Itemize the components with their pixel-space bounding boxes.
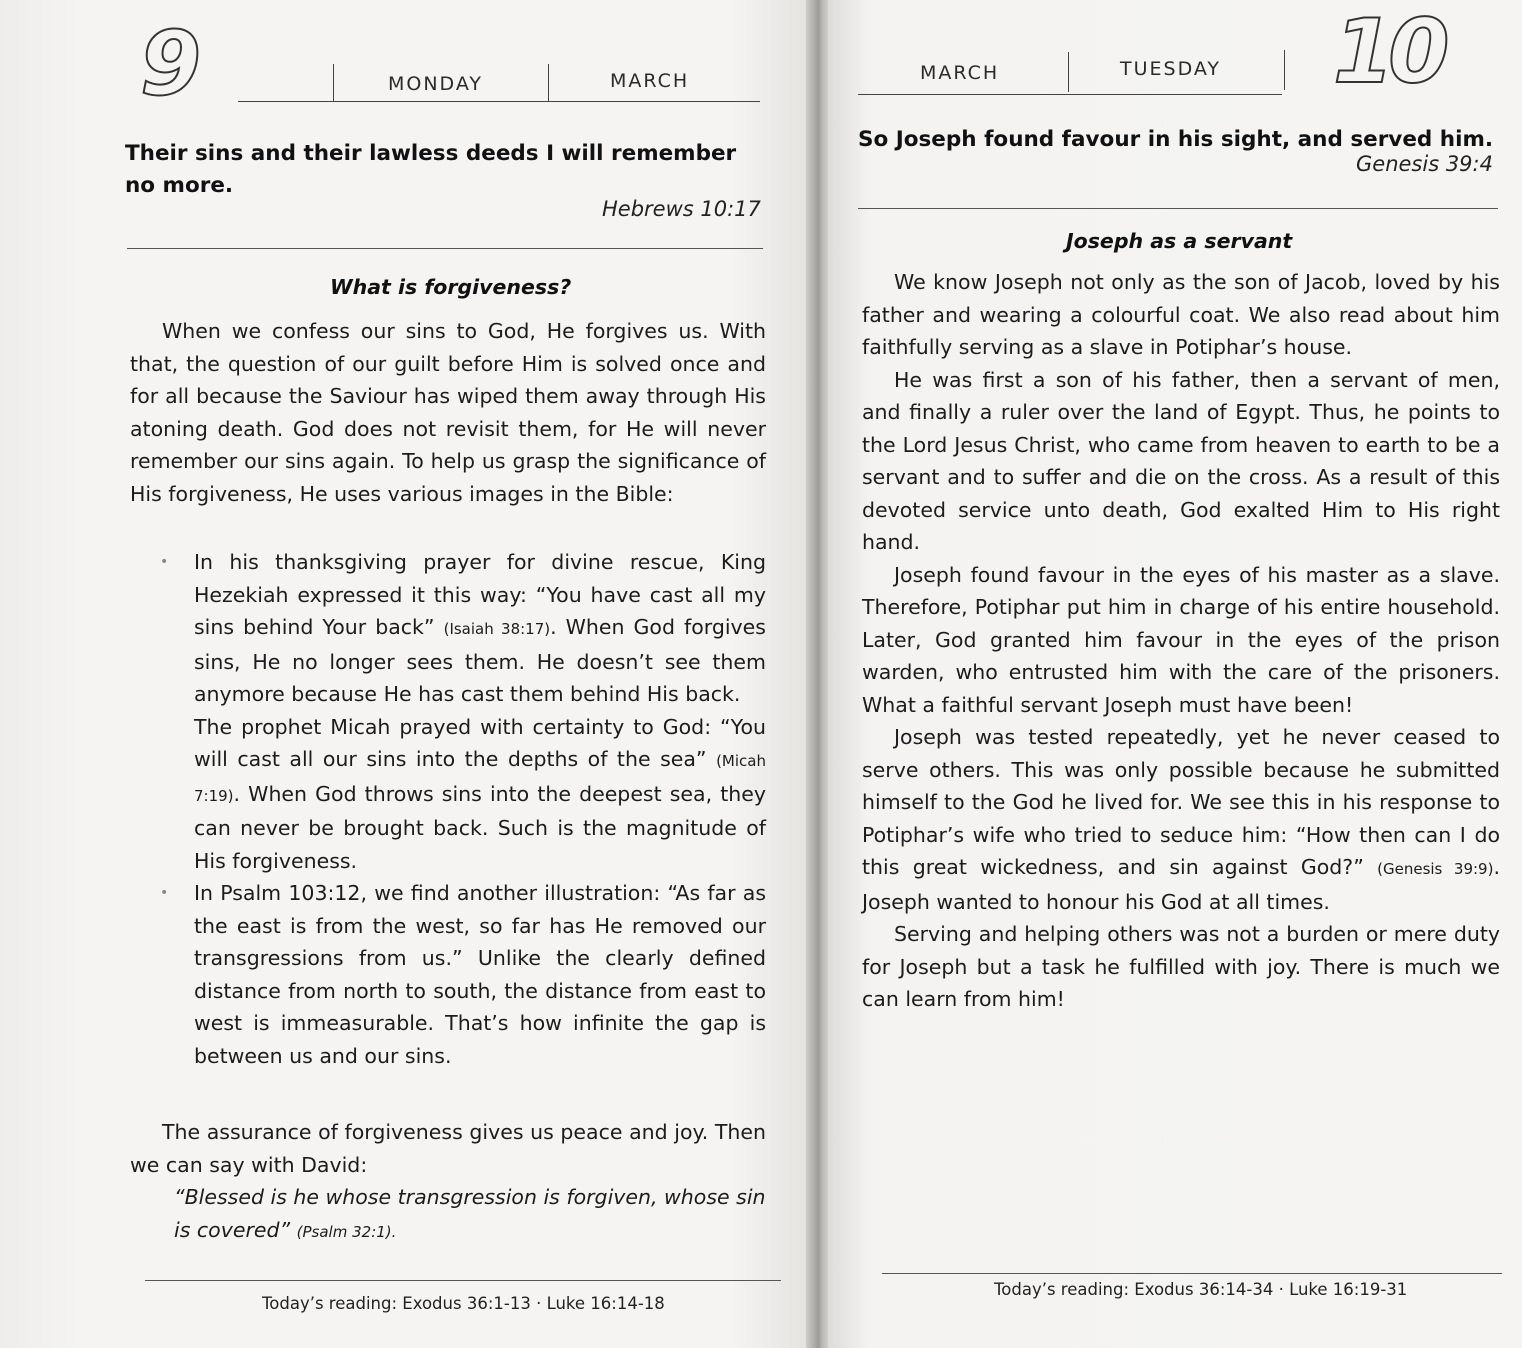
header-line (858, 94, 1282, 95)
devotion-body (862, 266, 1500, 1016)
header-divider (1068, 52, 1069, 92)
header-divider (333, 64, 334, 102)
list-item: • In his thanksgiving prayer for divine rescue, King Hezekiah expressed it this way: “You have cast all my sins behind Your back” (Isaiah 38:17). When God forgives sins, He no longer sees them. He doesn’t see them anymore because He has cast them behind His back. (130, 546, 766, 711)
list-item: • In Psalm 103:12, we find another illustration: “As far as the east is from the west, so far has He removed our transgressions from us.” Unlike the clearly defined distance from north to south, the distance from east to west is immeasurable. That’s how infinite the gap is between us and our sins. (130, 877, 766, 1072)
devotion-body (130, 315, 766, 1248)
bullet-icon: • (160, 554, 169, 570)
todays-reading: Today’s reading: Exodus 36:1-13 · Luke 16:14-18 (262, 1294, 665, 1313)
devotion-title: What is forgiveness? (330, 275, 572, 299)
weekday-label: TUESDAY (1120, 58, 1222, 80)
paragraph: He was first a son of his father, then a servant of men, and finally a ruler over the land of Egypt. Thus, he points to the Lord Jesus Christ, who came from heaven to earth to be a servant and to suffer and die on the cross. As a result of this devoted service unto death, God exalted Him to His right hand. (862, 367, 1500, 554)
daily-verse: Their sins and their lawless deeds I will remember no more. (125, 141, 737, 198)
list-item: The prophet Micah prayed with certainty to God: “You will cast all our sins into the depths of the sea” (Micah 7:19). When God throws sins into the deepest sea, they can never be brought back. Such is the magnitude of His forgiveness. (194, 714, 766, 873)
verse-rule (858, 208, 1498, 209)
paragraph: We know Joseph not only as the son of Jacob, loved by his father and wearing a colourful coat. We also read about him faithfully serving as a slave in Potiphar’s house. (862, 270, 1500, 359)
psalm-quote: “Blessed is he whose transgression is forgiven, whose sin is covered” (Psalm 32:1). (174, 1185, 766, 1242)
closing-paragraph: The assurance of forgiveness gives us peace and joy. Then we can say with David: (130, 1120, 766, 1177)
bullet-icon: • (160, 885, 169, 901)
daily-verse: So Joseph found favour in his sight, and served him. (858, 127, 1494, 152)
intro-paragraph: When we confess our sins to God, He forgives us. With that, the question of our guilt before Him is solved once and for all because the Saviour has wiped them away through His atoning death. God does not revisit them, for He will never remember our sins again. To help us grasp the significance of His forgiveness, He uses various images in the Bible: (130, 319, 766, 506)
right-page (828, 0, 1522, 1348)
paragraph: Serving and helping others was not a burden or mere duty for Joseph but a task he fulfilled with joy. There is much we can learn from him! (862, 922, 1500, 1011)
day-number: 10 (1333, 0, 1444, 103)
devotion-title: Joseph as a servant (1066, 229, 1293, 253)
header-line (238, 101, 760, 102)
verse-reference: Hebrews 10:17 (602, 197, 761, 221)
footer-rule (882, 1273, 1502, 1274)
day-number: 9 (140, 12, 196, 115)
weekday-label: MONDAY (388, 73, 483, 95)
verse-reference: Genesis 39:4 (1356, 152, 1493, 176)
month-label: MARCH (920, 62, 1000, 84)
header-divider (548, 64, 549, 102)
paragraph: Joseph was tested repeatedly, yet he never ceased to serve others. This was only possible because he submitted himself to the God he lived for. We see this in his response to Potiphar’s wife who tried to seduce him: “How then can I do this great wickedness, and sin against God?” (Genesis 39:9). Joseph wanted to honour his God at all times. (862, 725, 1500, 914)
paragraph: Joseph found favour in the eyes of his master as a slave. Therefore, Potiphar put him in charge of his entire household. Later, God granted him favour in the eyes of the prison warden, who entrusted him with the care of the prisoners. What a faithful servant Joseph must have been! (862, 562, 1500, 717)
todays-reading: Today’s reading: Exodus 36:14-34 · Luke 16:19-31 (994, 1280, 1408, 1299)
image-list (130, 546, 766, 1072)
footer-rule (145, 1280, 781, 1281)
verse-rule (127, 248, 763, 249)
month-label: MARCH (610, 70, 690, 92)
header-divider (1284, 50, 1285, 90)
